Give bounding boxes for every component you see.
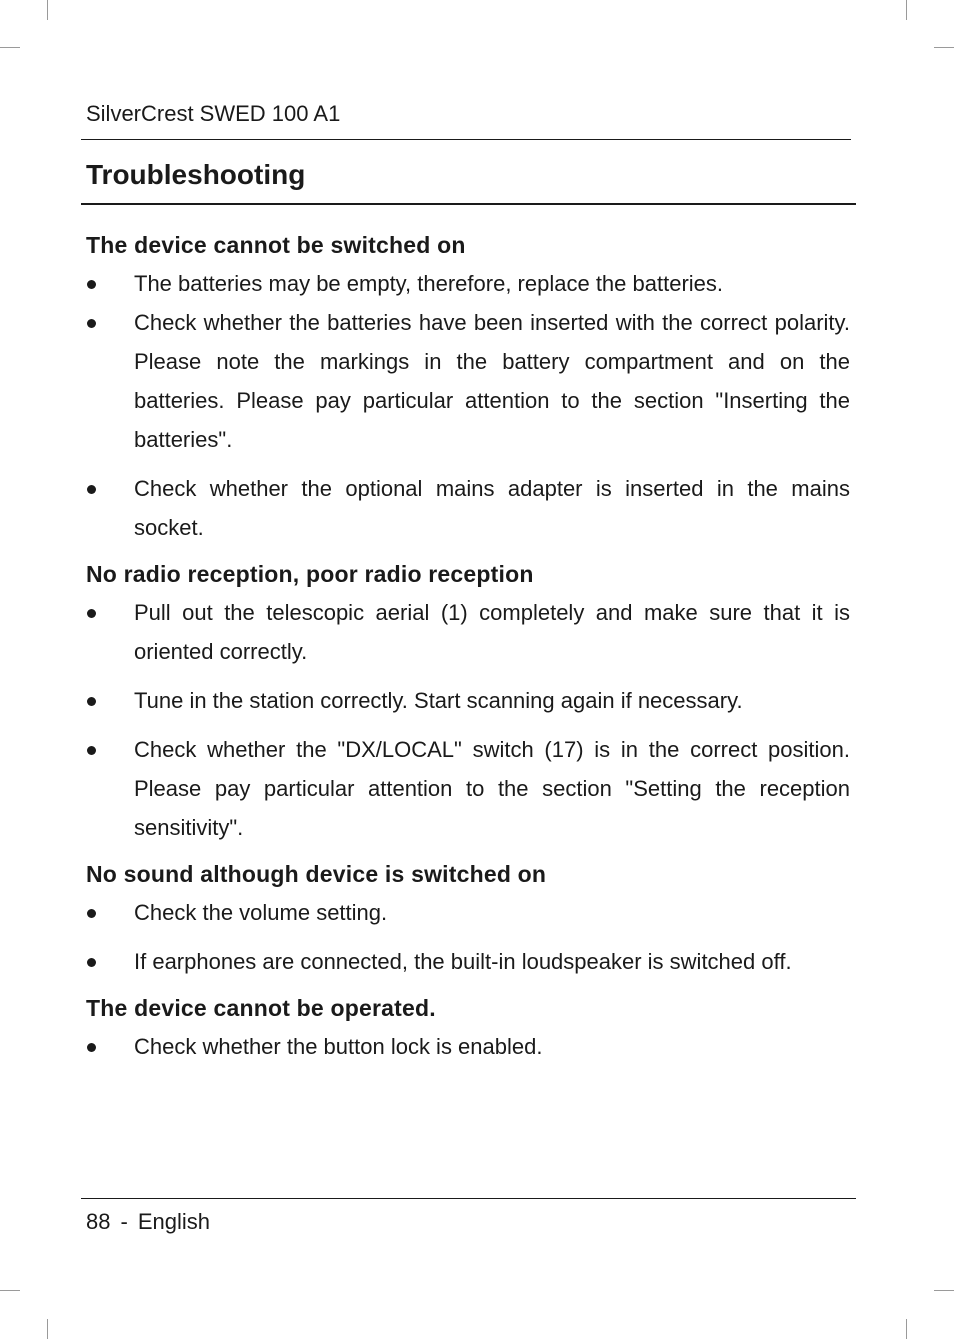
bullet-icon <box>87 280 96 289</box>
bullet-icon <box>87 1043 96 1052</box>
bullet-icon <box>87 485 96 494</box>
list-item-text: The batteries may be empty, therefore, replace the batteries. <box>134 271 724 296</box>
crop-mark <box>47 1319 48 1339</box>
bullet-icon <box>87 609 96 618</box>
list-item <box>86 730 850 847</box>
list-item <box>86 681 850 720</box>
bullet-list <box>86 264 850 547</box>
crop-mark <box>906 1319 907 1339</box>
bullet-icon <box>87 697 96 706</box>
bullet-list <box>86 1027 850 1066</box>
section-heading: The device cannot be operated. <box>86 995 436 1021</box>
section-heading: No sound although device is switched on <box>86 861 547 887</box>
section-cannot-switch-on <box>86 226 850 547</box>
crop-mark <box>47 0 48 20</box>
troubleshooting-content <box>86 226 850 1074</box>
list-item <box>86 469 850 547</box>
section-no-radio-reception <box>86 555 850 847</box>
list-item-text: Pull out the telescopic aerial (1) completely and make sure that it is oriented correctly. <box>134 600 850 664</box>
list-item-text: Check whether the optional mains adapter is inserted in the mains socket. <box>134 476 850 540</box>
list-item <box>86 1027 850 1066</box>
bullet-icon <box>87 319 96 328</box>
list-item-text: Check the volume setting. <box>134 900 388 925</box>
page-number: 88 <box>86 1209 111 1234</box>
page-title: Troubleshooting <box>86 159 306 190</box>
list-item <box>86 893 850 932</box>
list-item-text: Check whether the "DX/LOCAL" switch (17) is in the correct position. Please pay particular attention to the section "Setting the reception sensitivity". <box>134 737 850 840</box>
section-no-sound <box>86 855 850 981</box>
running-header: SilverCrest SWED 100 A1 <box>86 101 341 126</box>
list-item-text: Check whether the batteries have been inserted with the correct polarity. Please note the markings in the battery compartment and on the batteries. Please pay particular attention to the section "Inserting the batteries". <box>134 310 850 452</box>
footer-rule <box>81 1198 856 1199</box>
footer-separator: - <box>120 1209 128 1234</box>
list-item-text: Tune in the station correctly. Start scanning again if necessary. <box>134 688 743 713</box>
page-footer <box>86 1208 210 1236</box>
crop-mark <box>906 0 907 20</box>
bullet-list <box>86 893 850 981</box>
section-heading: The device cannot be switched on <box>86 232 466 258</box>
header-rule <box>81 139 851 140</box>
list-item-text: Check whether the button lock is enabled. <box>134 1034 543 1059</box>
list-item <box>86 593 850 671</box>
crop-mark <box>0 47 20 48</box>
crop-mark <box>0 1290 20 1291</box>
list-item-text: If earphones are connected, the built-in loudspeaker is switched off. <box>134 949 792 974</box>
list-item <box>86 303 850 459</box>
list-item <box>86 264 850 303</box>
section-heading: No radio reception, poor radio reception <box>86 561 534 587</box>
footer-language: English <box>137 1209 210 1234</box>
title-rule <box>81 203 856 205</box>
bullet-list <box>86 593 850 847</box>
section-cannot-be-operated <box>86 989 850 1066</box>
bullet-icon <box>87 909 96 918</box>
bullet-icon <box>87 746 96 755</box>
crop-mark <box>934 47 954 48</box>
bullet-icon <box>87 958 96 967</box>
list-item <box>86 942 850 981</box>
crop-mark <box>934 1290 954 1291</box>
